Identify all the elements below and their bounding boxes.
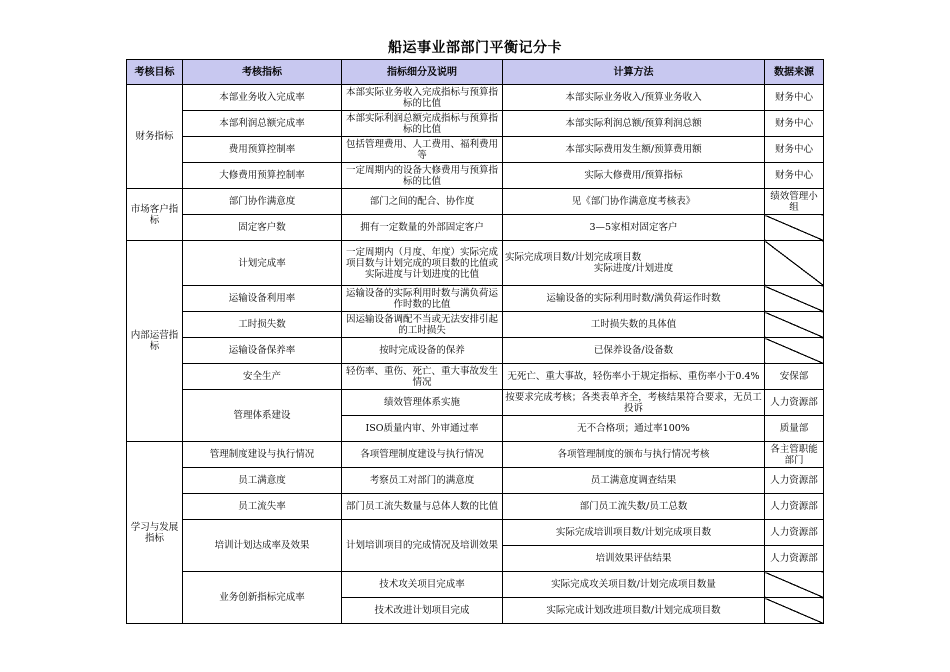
indicator-cell: 安全生产 [183,364,342,390]
method-cell: 无死亡、重大事故，轻伤率小于规定指标、重伤率小于0.4% [503,364,765,390]
method-line-2: 实际进度/计划进度 [593,263,674,274]
indicator-cell: 管理制度建设与执行情况 [183,442,342,468]
source-cell: 人力资源部 [765,390,824,416]
indicator-cell: 运输设备保养率 [183,338,342,364]
method-cell: 实际完成计划改进项目数/计划完成项目数 [503,598,765,624]
source-cell-empty [765,241,824,286]
indicator-cell: 大修费用预算控制率 [183,163,342,189]
method-cell: 无不合格项；通过率100% [503,416,765,442]
detail-cell: 部门之间的配合、协作度 [342,189,503,215]
detail-cell: 包括管理费用、人工费用、福利费用等 [342,137,503,163]
method-cell: 已保养设备/设备数 [503,338,765,364]
table-row [127,189,824,215]
detail-cell: 各项管理制度建设与执行情况 [342,442,503,468]
detail-cell: 本部实际利润总额完成指标与预算指标的比值 [342,111,503,137]
detail-cell: ISO质量内审、外审通过率 [342,416,503,442]
method-cell: 见《部门协作满意度考核表》 [503,189,765,215]
indicator-cell: 费用预算控制率 [183,137,342,163]
scorecard-table [126,59,824,624]
detail-cell: 部门员工流失数量与总体人数的比值 [342,494,503,520]
table-row [127,215,824,241]
detail-cell: 绩效管理体系实施 [342,390,503,416]
header-target: 考核目标 [127,60,183,85]
indicator-cell: 培训计划达成率及效果 [183,520,342,572]
page-title: 船运事业部部门平衡记分卡 [388,40,562,56]
table-row [127,364,824,390]
source-cell: 人力资源部 [765,468,824,494]
table-row [127,241,824,286]
table-row [127,494,824,520]
source-cell: 安保部 [765,364,824,390]
detail-cell: 因运输设备调配不当或无法安排引起的工时损失 [342,312,503,338]
method-cell: 员工满意度调查结果 [503,468,765,494]
method-line-1: 实际完成项目数/计划完成项目数 [505,252,642,263]
indicator-cell: 固定客户数 [183,215,342,241]
method-cell [503,241,765,286]
header-method: 计算方法 [503,60,765,85]
indicator-cell: 计划完成率 [183,241,342,286]
table-row [127,286,824,312]
table-row [127,137,824,163]
method-cell: 本部实际业务收入/预算业务收入 [503,85,765,111]
detail-cell: 一定周期内（月度、年度）实际完成项目数与计划完成的项目数的比值或实际进度与计划进度的比值 [342,241,503,286]
table-row [127,111,824,137]
source-cell-empty [765,572,824,598]
indicator-cell: 业务创新指标完成率 [183,572,342,624]
header-row [127,60,824,85]
indicator-cell: 管理体系建设 [183,390,342,442]
table-row [127,85,824,111]
detail-cell: 技术改进计划项目完成 [342,598,503,624]
source-cell-empty [765,312,824,338]
method-cell: 部门员工流失数/员工总数 [503,494,765,520]
table-row [127,442,824,468]
method-cell: 实际完成攻关项目数/计划完成项目数量 [503,572,765,598]
detail-cell: 拥有一定数量的外部固定客户 [342,215,503,241]
source-cell: 质量部 [765,416,824,442]
table-row [127,572,824,598]
source-cell: 财务中心 [765,163,824,189]
indicator-cell: 本部业务收入完成率 [183,85,342,111]
detail-cell: 运输设备的实际利用时数与满负荷运作时数的比值 [342,286,503,312]
table-row [127,163,824,189]
table-row [127,312,824,338]
indicator-cell: 工时损失数 [183,312,342,338]
source-cell-empty [765,215,824,241]
method-cell: 本部实际费用发生额/预算费用额 [503,137,765,163]
detail-cell: 考察员工对部门的满意度 [342,468,503,494]
method-cell: 实际完成培训项目数/计划完成项目数 [503,520,765,546]
indicator-cell: 员工流失率 [183,494,342,520]
source-cell-empty [765,338,824,364]
detail-cell: 计划培训项目的完成情况及培训效果 [342,520,503,572]
header-detail: 指标细分及说明 [342,60,503,85]
source-cell: 绩效管理小组 [765,189,824,215]
method-cell: 本部实际利润总额/预算利润总额 [503,111,765,137]
detail-cell: 轻伤率、重伤、死亡、重大事故发生情况 [342,364,503,390]
source-cell-empty [765,598,824,624]
method-cell: 运输设备的实际利用时数/满负荷运作时数 [503,286,765,312]
source-cell: 各主管职能部门 [765,442,824,468]
source-cell: 财务中心 [765,85,824,111]
table-row [127,520,824,546]
source-cell: 财务中心 [765,137,824,163]
source-cell-empty [765,286,824,312]
header-source: 数据来源 [765,60,824,85]
table-row [127,390,824,416]
method-cell: 实际大修费用/预算指标 [503,163,765,189]
detail-cell: 一定周期内的设备大修费用与预算指标的比值 [342,163,503,189]
indicator-cell: 运输设备利用率 [183,286,342,312]
indicator-cell: 本部利润总额完成率 [183,111,342,137]
category-internal: 内部运营指标 [127,241,183,442]
table-row [127,338,824,364]
method-cell: 工时损失数的具体值 [503,312,765,338]
source-cell: 人力资源部 [765,494,824,520]
source-cell: 财务中心 [765,111,824,137]
table-row [127,468,824,494]
source-cell: 人力资源部 [765,546,824,572]
detail-cell: 按时完成设备的保养 [342,338,503,364]
detail-cell: 本部实际业务收入完成指标与预算指标的比值 [342,85,503,111]
source-cell: 人力资源部 [765,520,824,546]
category-finance: 财务指标 [127,85,183,189]
method-cell: 按要求完成考核；各类表单齐全，考核结果符合要求，无员工投诉 [503,390,765,416]
method-cell: 3—5家相对固定客户 [503,215,765,241]
detail-cell: 技术攻关项目完成率 [342,572,503,598]
indicator-cell: 员工满意度 [183,468,342,494]
category-market: 市场客户指标 [127,189,183,241]
method-cell: 培训效果评估结果 [503,546,765,572]
header-indicator: 考核指标 [183,60,342,85]
indicator-cell: 部门协作满意度 [183,189,342,215]
category-learning: 学习与发展指标 [127,442,183,624]
method-cell: 各项管理制度的颁布与执行情况考核 [503,442,765,468]
